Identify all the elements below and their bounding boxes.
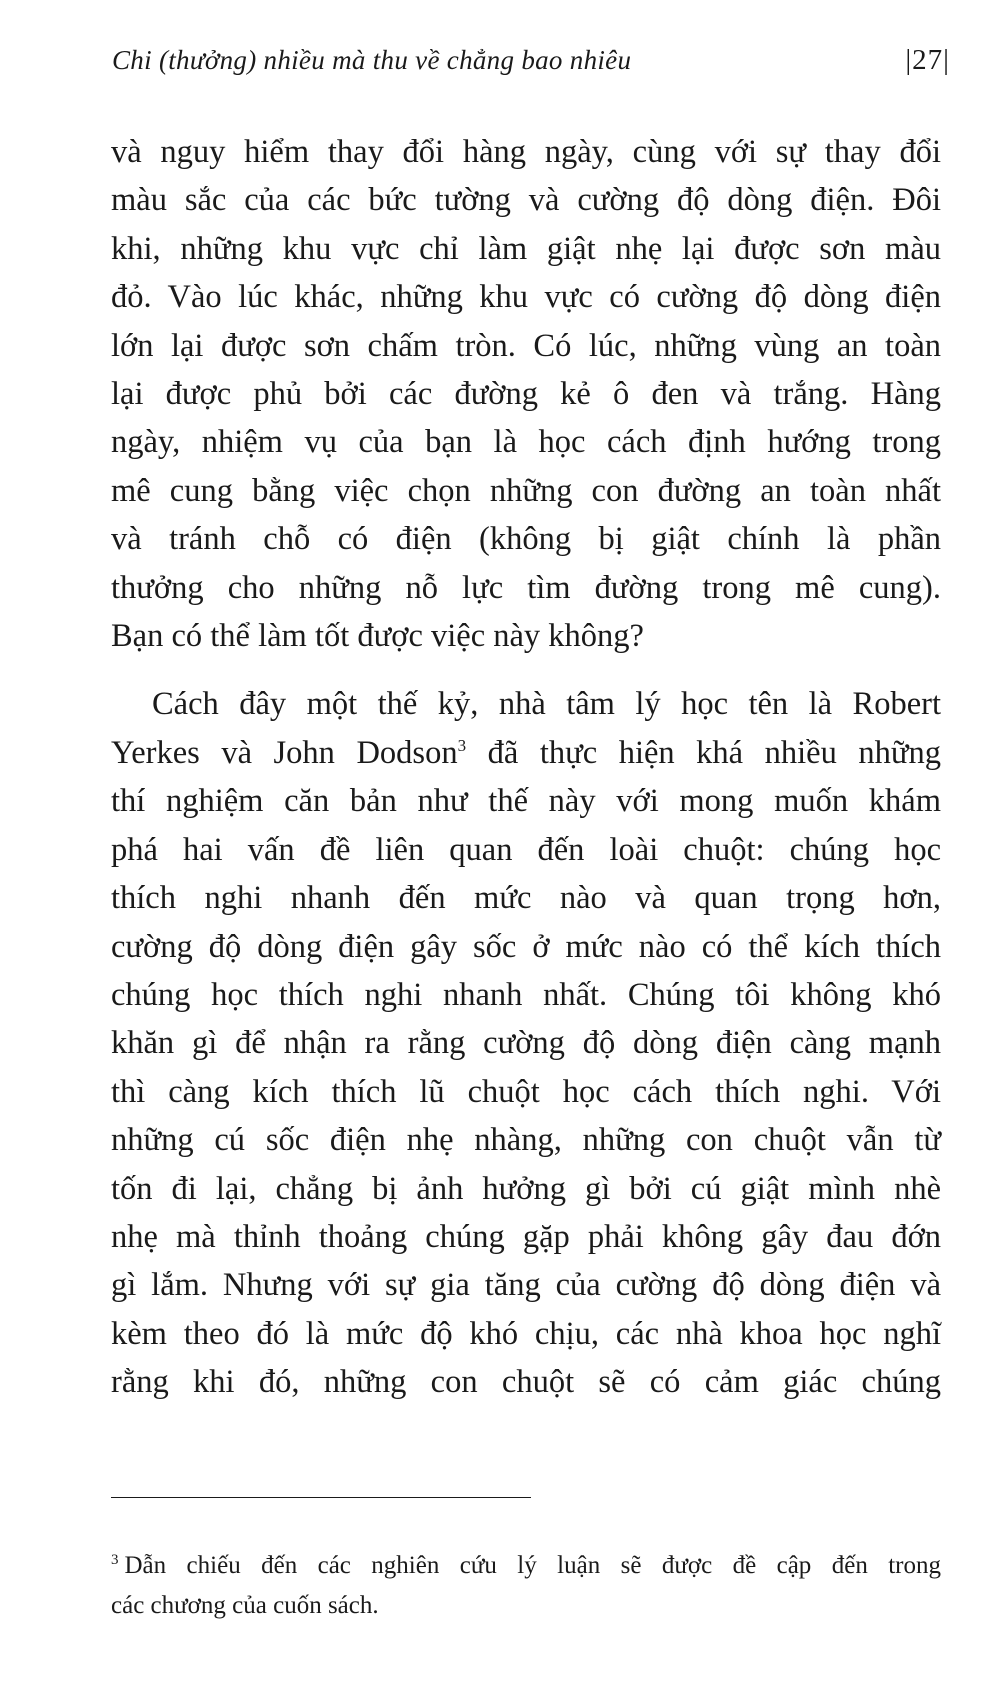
footnote-divider: [111, 1497, 531, 1498]
text-line: lớn lại được sơn chấm tròn. Có lúc, những vùng an toàn: [111, 327, 941, 364]
text-line: những cú sốc điện nhẹ nhàng, những con chuột vẫn từ: [111, 1122, 941, 1159]
chapter-title: Chi (thưởng) nhiều mà thu về chẳng bao nhiêu: [112, 45, 632, 75]
footnote-reference: 3: [457, 735, 467, 755]
paragraph-spacer: [111, 660, 941, 680]
text-line: [111, 729, 941, 777]
text-line: tốn đi lại, chẳng bị ảnh hưởng gì bởi cú giật mình nhè: [111, 1170, 941, 1207]
body-text: [111, 128, 941, 1407]
text-line: lại được phủ bởi các đường kẻ ô đen và trắng. Hàng: [111, 376, 941, 413]
text-line: khăn gì để nhận ra rằng cường độ dòng điện càng mạnh: [111, 1025, 941, 1062]
text-segment: Yerkes và John Dodson: [111, 734, 458, 771]
paragraph-2: [111, 680, 941, 1406]
text-line: ngày, nhiệm vụ của bạn là học cách định hướng trong: [111, 424, 941, 461]
text-line: Cách đây một thế kỷ, nhà tâm lý học tên là Robert: [152, 686, 941, 723]
text-segment: đã thực hiện khá nhiều những: [466, 734, 941, 771]
text-line: chúng học thích nghi nhanh nhất. Chúng tôi không khó: [111, 976, 941, 1013]
text-line: rằng khi đó, những con chuột sẽ có cảm giác chúng: [111, 1364, 941, 1401]
text-line: thưởng cho những nỗ lực tìm đường trong mê cung).: [111, 569, 941, 606]
page-number: |27|: [905, 44, 950, 76]
footnote-line: các chương của cuốn sách.: [111, 1592, 379, 1619]
text-line: thí nghiệm căn bản như thế này với mong muốn khám: [111, 783, 941, 820]
running-header: [112, 44, 950, 84]
text-line: thì càng kích thích lũ chuột học cách thích nghi. Với: [111, 1073, 941, 1110]
text-line: khi, những khu vực chỉ làm giật nhẹ lại được sơn màu: [111, 230, 941, 267]
text-line: thích nghi nhanh đến mức nào và quan trọng hơn,: [111, 880, 941, 917]
footnote-marker: 3: [111, 1552, 119, 1568]
text-line: và nguy hiểm thay đổi hàng ngày, cùng với sự thay đổi: [111, 134, 941, 170]
text-line: Bạn có thể làm tốt được việc này không?: [111, 618, 644, 655]
paragraph-1: [111, 128, 941, 660]
text-line: gì lắm. Nhưng với sự gia tăng của cường độ dòng điện và: [111, 1267, 941, 1304]
text-line: đỏ. Vào lúc khác, những khu vực có cường độ dòng điện: [111, 279, 941, 316]
text-line: mê cung bằng việc chọn những con đường an toàn nhất: [111, 472, 941, 509]
footnote-text: Dẫn chiếu đến các nghiên cứu lý luận sẽ được đề cập đến trong: [124, 1552, 941, 1579]
text-line: kèm theo đó là mức độ khó chịu, các nhà khoa học nghĩ: [111, 1315, 941, 1352]
footnote: [111, 1540, 941, 1626]
text-line: màu sắc của các bức tường và cường độ dòng điện. Đôi: [111, 182, 941, 219]
text-line: và tránh chỗ có điện (không bị giật chính là phần: [111, 521, 941, 558]
text-line: cường độ dòng điện gây sốc ở mức nào có thể kích thích: [111, 928, 941, 965]
text-line: phá hai vấn đề liên quan đến loài chuột: chúng học: [111, 831, 941, 868]
text-line: nhẹ mà thỉnh thoảng chúng gặp phải không gây đau đớn: [111, 1218, 941, 1255]
footnote-line: [111, 1540, 941, 1586]
